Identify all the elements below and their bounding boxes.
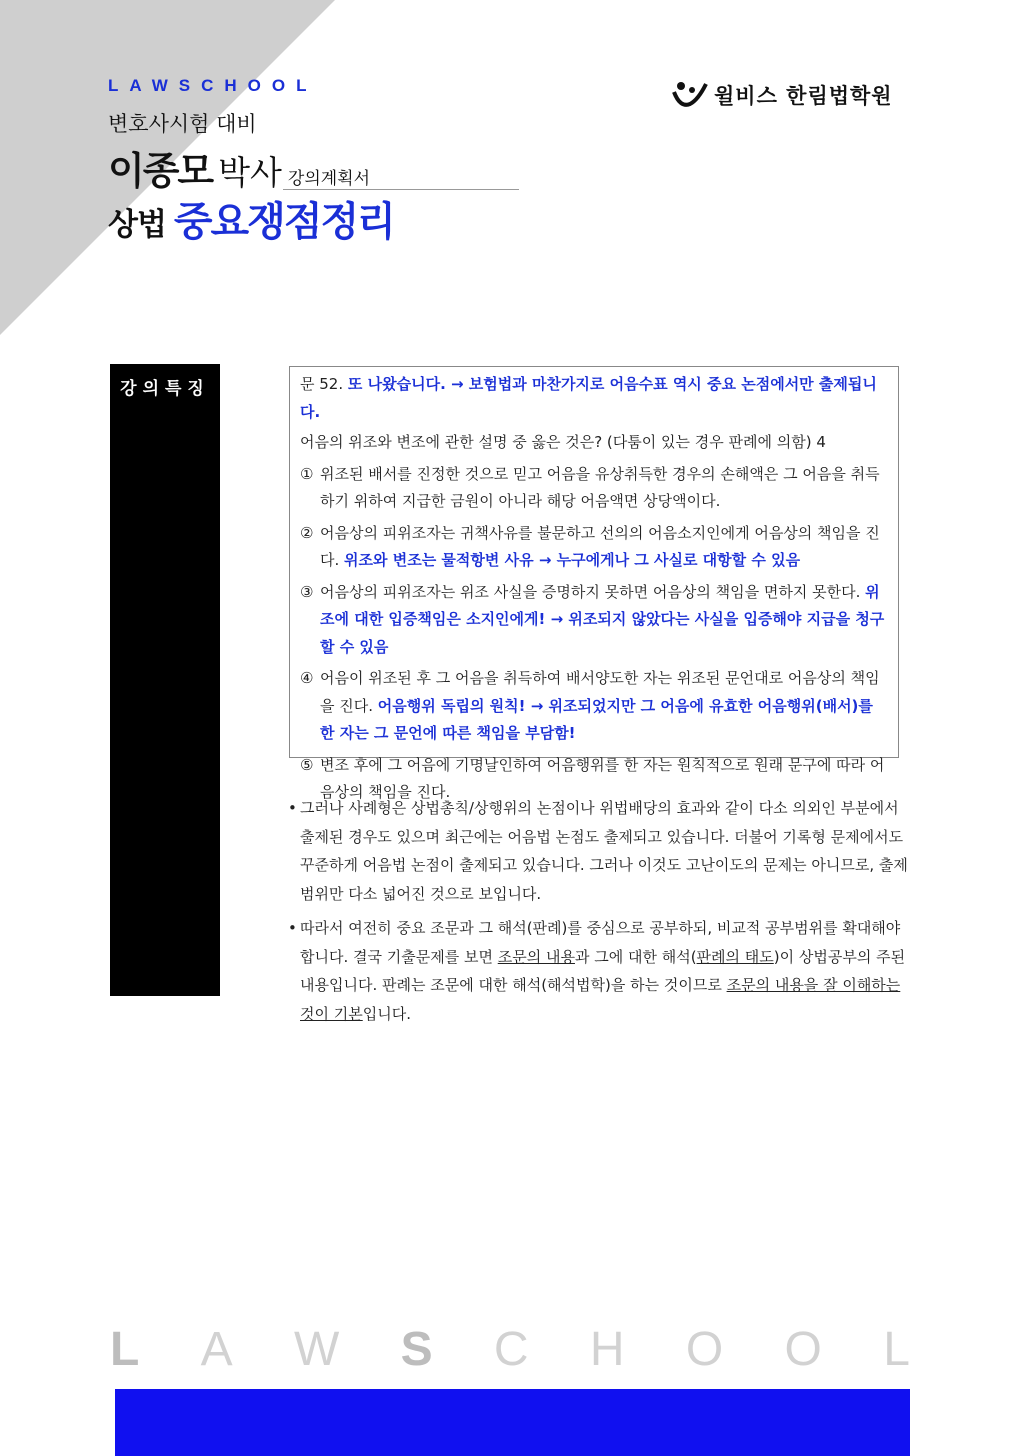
plan-label: 강의계획서 xyxy=(287,169,371,189)
question-note: 또 나왔습니다. → 보험법과 마찬가지로 어음수표 역시 중요 논점에서만 출제됩니다. xyxy=(300,375,877,421)
option-note: 어음행위 독립의 원칙! → 위조되었지만 그 어음에 유효한 어음행위(배서)를 한 자는 그 문언에 따른 책임을 부담함! xyxy=(320,696,873,742)
option-text: 어음상의 피위조자는 귀책사유를 불문하고 선의의 어음소지인에게 어음상의 책임을 진다. xyxy=(320,523,880,569)
footer-letter: W xyxy=(293,1323,340,1376)
lecturer-line xyxy=(108,140,370,195)
option-text: 변조 후에 그 어음에 기명날인하여 어음행위를 한 자는 원칙적으로 원래 문구에 따라 어음상의 책임을 진다. xyxy=(320,755,885,801)
option-text: 위조된 배서를 진정한 것으로 믿고 어음을 유상취득한 경우의 손해액은 그 어음을 취득하기 위하여 지급한 금원이 아니라 해당 어음액면 상당액이다. xyxy=(320,464,880,510)
option-number: ② xyxy=(300,523,314,542)
question-box xyxy=(289,366,899,801)
option-1 xyxy=(300,461,889,516)
footer-lawschool-word xyxy=(110,1322,910,1377)
bullet-dot-icon: • xyxy=(288,799,297,817)
footer-letter: L xyxy=(110,1323,140,1376)
lecture-features-label: 강의특징 xyxy=(120,379,210,399)
option-2 xyxy=(300,520,889,575)
subject-label: 상법 xyxy=(108,207,166,243)
option-note: 위조와 변조는 물적항변 사유 → 누구에게나 그 사실로 대항할 수 있음 xyxy=(344,551,801,569)
option-number: ④ xyxy=(300,669,314,687)
footer-letter: O xyxy=(685,1323,724,1376)
bullet-list xyxy=(288,794,908,1034)
option-3 xyxy=(300,579,889,662)
exam-label: 변호사시험 대비 xyxy=(108,112,257,136)
option-number: ③ xyxy=(300,582,314,601)
bullet-text-part: )이 상법공부의 주된 내용입니다. 판례는 조문에 대한 해석(해석법학)을 하는 것이므로 xyxy=(300,947,906,994)
footer-letter: O xyxy=(784,1323,822,1376)
question-stem: 어음의 위조와 변조에 관한 설명 중 옳은 것은? (다툼이 있는 경우 판례에 의함) 4 xyxy=(300,433,826,451)
footer-letter: H xyxy=(589,1323,625,1376)
bullet-text-part: 과 그에 대한 해석( xyxy=(574,947,697,966)
option-number: ⑤ xyxy=(300,755,314,774)
underlined-text: 조문의 내용을 잘 이해하는 것이 기본 xyxy=(300,976,901,1023)
footer-bar xyxy=(115,1389,910,1456)
footer-letter: A xyxy=(200,1323,233,1376)
bullet-text-part: 입니다. xyxy=(362,1004,411,1023)
bullet-text: 그러나 사례형은 상법총칙/상행위의 논점이나 위법배당의 효과와 같이 다소 의외인 부분에서 출제된 경우도 있으며 최근에는 어음법 논점도 출제되고 있습니다. 더불어 기록형 문제에서도 꾸준하게 어음법 논점이 출제되고 있습니다. 그러나 이것도 고난이도의 문제는 아니므로, 출제범위만 다소 넓어진 것으로 보입니다. xyxy=(300,799,908,903)
underlined-text: 판례의 태도 xyxy=(696,947,774,966)
subject-line xyxy=(108,190,394,247)
willbis-logo-icon xyxy=(672,80,708,110)
bullet-item-1 xyxy=(288,794,908,908)
option-number: ① xyxy=(300,464,314,483)
lecturer-title: 박사 xyxy=(218,153,282,192)
bullet-dot-icon: • xyxy=(288,919,297,937)
course-title: 중요쟁점정리 xyxy=(173,199,394,245)
option-note: 위조에 대한 입증책임은 소지인에게! → 위조되지 않았다는 사실을 입증해야 지급을 청구할 수 있음 xyxy=(320,582,885,656)
option-text: 어음이 위조된 후 그 어음을 취득하여 배서양도한 자는 위조된 문언대로 어음상의 책임을 진다. xyxy=(320,669,880,715)
option-4 xyxy=(300,665,889,748)
academy-logo xyxy=(672,80,893,110)
footer-letter: L xyxy=(883,1323,910,1376)
footer-letter: C xyxy=(493,1323,529,1376)
underlined-text: 조문의 내용 xyxy=(497,947,575,966)
lecture-features-panel xyxy=(110,364,220,996)
option-text: 어음상의 피위조자는 위조 사실을 증명하지 못하면 어음상의 책임을 면하지 못한다. xyxy=(320,582,861,601)
question-number: 문 52. xyxy=(300,375,344,393)
logo-text: 윌비스 한림법학원 xyxy=(714,84,893,108)
question-header xyxy=(300,371,889,426)
brand-lawschool: LAWSCHOOL xyxy=(108,76,318,95)
bullet-text-part: 따라서 여전히 중요 조문과 그 해석(판례)를 중심으로 공부하되, 비교적 공부범위를 확대해야 합니다. 결국 기출문제를 보면 xyxy=(300,919,901,966)
footer-letter: S xyxy=(400,1323,433,1376)
lecturer-name: 이종모 xyxy=(108,149,213,193)
bullet-item-2 xyxy=(288,914,908,1028)
